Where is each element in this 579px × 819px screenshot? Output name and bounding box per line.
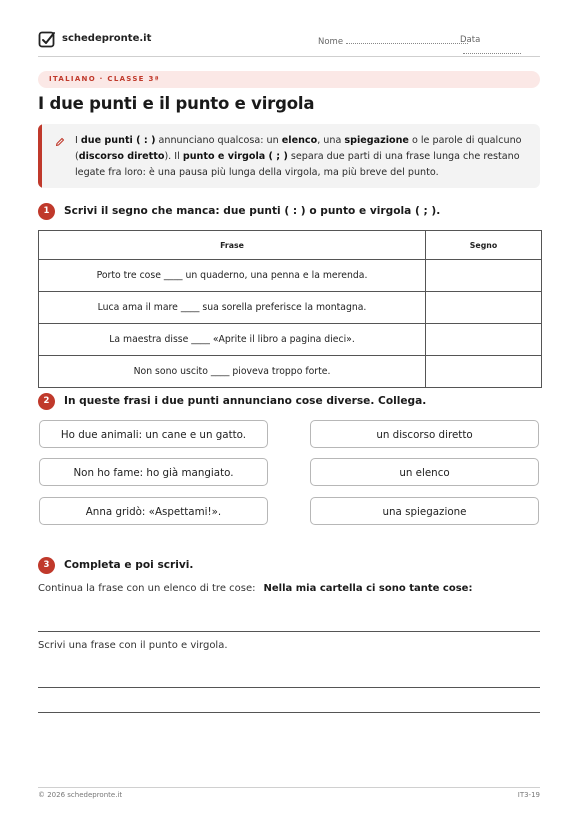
name-field[interactable]: [318, 35, 468, 47]
match-sentence-item[interactable]: Anna gridò: «Aspettami!».: [39, 497, 268, 525]
column-header-segno: Segno: [426, 231, 542, 260]
exercise-title: Scrivi il segno che manca: due punti ( : ) o punto e virgola ( ; ).: [64, 205, 441, 217]
table-row: [39, 356, 542, 388]
table-row: [39, 260, 542, 292]
exercise-1-table: [38, 230, 542, 388]
subject-tag-text: ITALIANO · CLASSE 3ª: [49, 75, 160, 83]
match-type-item[interactable]: un elenco: [310, 458, 539, 486]
sentence-cell: La maestra disse ____ «Aprite il libro a pagina dieci».: [39, 324, 426, 356]
exercise-number: 2: [38, 393, 55, 410]
sentence-cell: Non sono uscito ____ pioveva troppo forte.: [39, 356, 426, 388]
match-type-item[interactable]: una spiegazione: [310, 497, 539, 525]
sentence-cell: Luca ama il mare ____ sua sorella preferisce la montagna.: [39, 292, 426, 324]
site-name: schedepronte.it: [62, 33, 152, 44]
page-header: [38, 30, 540, 57]
prompt-elenco-start: Nella mia cartella ci sono tante cose:: [263, 583, 473, 594]
footer-copyright: © 2026 schedepronte.it: [38, 791, 123, 799]
column-header-frase: Frase: [39, 231, 426, 260]
table-row: [39, 324, 542, 356]
answer-cell[interactable]: [426, 324, 542, 356]
footer-divider: [38, 787, 540, 788]
exercise-title: Completa e poi scrivi.: [64, 559, 194, 571]
pencil-icon: [55, 137, 65, 147]
prompt-elenco: Continua la frase con un elenco di tre cose: Nella mia cartella ci sono tante cose:: [38, 583, 473, 594]
callout-text: I due punti ( : ) annunciano qualcosa: un elenco, una spiegazione o le parole di qualcuno (discorso diretto). Il punto e virgola ( ; ) separa due parti di una frase lunga che restano legate fra loro: è una pausa più lunga della virgola, ma più breve del punto.: [75, 135, 522, 178]
exercise-number: 1: [38, 203, 55, 220]
rule-callout: [38, 124, 540, 188]
term-elenco: elenco: [281, 135, 318, 146]
page-title: I due punti e il punto e virgola: [38, 94, 315, 113]
table-row: [39, 292, 542, 324]
answer-cell[interactable]: [426, 292, 542, 324]
date-field[interactable]: [460, 35, 540, 57]
answer-cell[interactable]: [426, 356, 542, 388]
exercise-number: 3: [38, 557, 55, 574]
subject-tag: [38, 71, 540, 88]
prompt-punto-e-virgola: Scrivi una frase con il punto e virgola.: [38, 640, 228, 651]
date-blank: [463, 45, 521, 54]
term-punto-e-virgola: punto e virgola ( ; ): [182, 151, 288, 162]
term-discorso-diretto: discorso diretto: [78, 151, 165, 162]
name-blank: [346, 35, 468, 44]
callout-accent-bar: [38, 124, 42, 188]
answer-cell[interactable]: [426, 260, 542, 292]
writing-line[interactable]: [38, 712, 540, 713]
checkbox-logo-icon: [38, 31, 56, 49]
date-label: Data: [460, 35, 481, 45]
match-sentence-item[interactable]: Ho due animali: un cane e un gatto.: [39, 420, 268, 448]
writing-line[interactable]: [38, 631, 540, 632]
term-due-punti: due punti ( : ): [80, 135, 156, 146]
footer-code: IT3-19: [517, 791, 540, 799]
match-sentence-item[interactable]: Non ho fame: ho già mangiato.: [39, 458, 268, 486]
writing-line[interactable]: [38, 687, 540, 688]
exercise-title: In queste frasi i due punti annunciano cose diverse. Collega.: [64, 395, 427, 407]
term-spiegazione: spiegazione: [344, 135, 409, 146]
name-label: Nome: [318, 37, 344, 47]
sentence-cell: Porto tre cose ____ un quaderno, una penna e la merenda.: [39, 260, 426, 292]
match-type-item[interactable]: un discorso diretto: [310, 420, 539, 448]
